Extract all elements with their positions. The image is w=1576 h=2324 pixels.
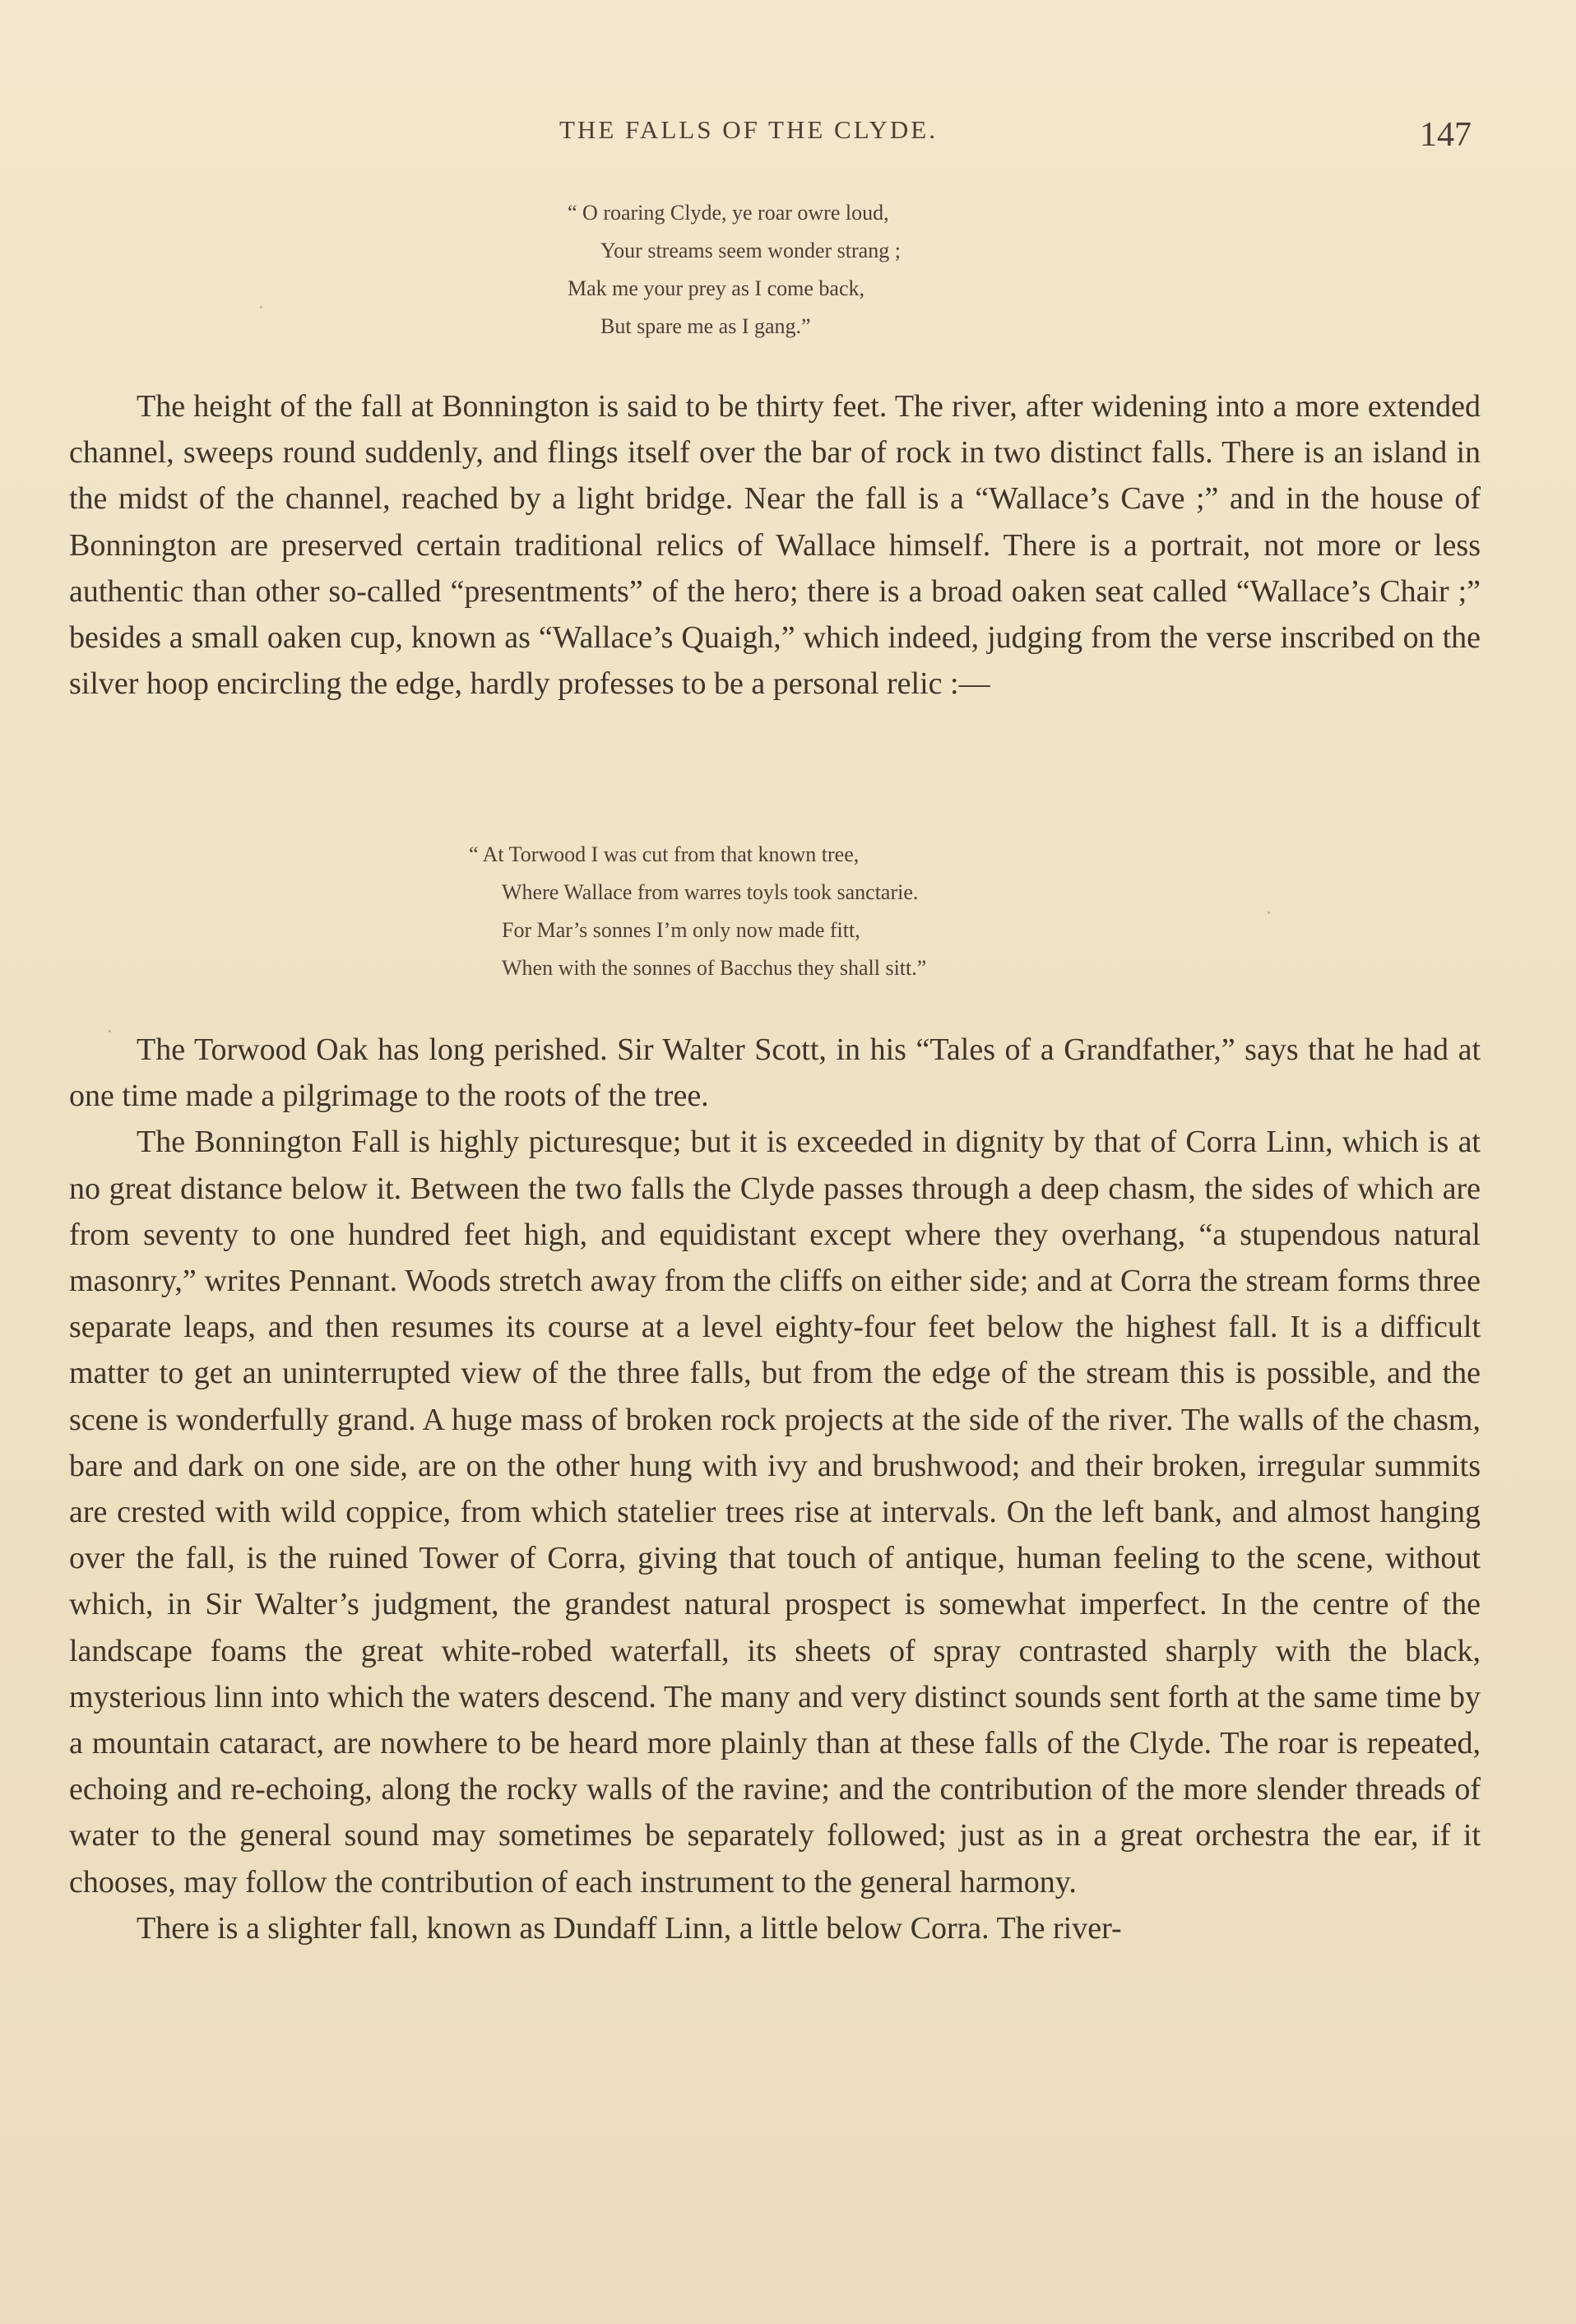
- verse-line: But spare me as I gang.”: [600, 314, 811, 338]
- verse-line: Where Wallace from warres toyls took sanctarie.: [502, 880, 919, 904]
- paragraph-bonnington-fall: The height of the fall at Bonnington is said to be thirty feet. The river, after widening into a more extended channel, sweeps round suddenly, and flings itself over the bar of rock in two distinct falls. There is an island in the midst of the channel, reached by a light bridge. Near the fall is a “Wallace’s Cave ;” and in the house of Bonnington are preserved certain traditional relics of Wallace himself. There is a portrait, not more or less authentic than other so-called “presentments” of the hero; there is a broad oaken seat called “Wallace’s Chair ;” besides a small oaken cup, known as “Wallace’s Quaigh,” which indeed, judging from the verse inscribed on the silver hoop encircling the edge, hardly professes to be a personal relic :—: [69, 389, 1481, 702]
- verse-line: “ At Torwood I was cut from that known tree,: [469, 842, 860, 866]
- paragraph-torwood-oak: The Torwood Oak has long perished. Sir Walter Scott, in his “Tales of a Grandfather,” says that he had at one time made a pilgrimage to the roots of the tree.: [69, 1032, 1481, 1114]
- body-text-block-one: [69, 383, 1481, 707]
- verse-quotation-torwood: [469, 836, 926, 987]
- paper-speck: [109, 1030, 111, 1032]
- page-number: 147: [1420, 116, 1472, 154]
- verse-line: For Mar’s sonnes I’m only now made fitt,: [502, 918, 860, 942]
- verse-quotation-clyde: [568, 194, 901, 346]
- paragraph-dundaff-linn: There is a slighter fall, known as Dundaff Linn, a little below Corra. The river-: [137, 1910, 1122, 1946]
- paper-speck: [260, 306, 262, 308]
- verse-line: When with the sonnes of Bacchus they shall sitt.”: [502, 956, 927, 980]
- verse-line: “ O roaring Clyde, ye roar owre loud,: [568, 201, 889, 225]
- body-text-block-two: [69, 1027, 1481, 1951]
- paragraph-corra-linn: The Bonnington Fall is highly picturesque; but it is exceeded in dignity by that of Corra Linn, which is at no great distance below it. Between the two falls the Clyde passes through a deep chasm, the sides of which are from seventy to one hundred feet high, and equidistant except where they overhang, “a stupendous natural masonry,” writes Pennant. Woods stretch away from the cliffs on either side; and at Corra the stream forms three separate leaps, and then resumes its course at a level eighty-four feet below the highest fall. It is a difficult matter to get an uninterrupted view of the three falls, but from the edge of the stream this is possible, and the scene is wonderfully grand. A huge mass of broken rock projects at the side of the river. The walls of the chasm, bare and dark on one side, are on the other hung with ivy and brushwood; and their broken, irregular summits are crested with wild coppice, from which statelier trees rise at intervals. On the left bank, and almost hanging over the fall, is the ruined Tower of Corra, giving that touch of antique, human feeling to the scene, without which, in Sir Walter’s judgment, the grandest natural prospect is somewhat imperfect. In the centre of the landscape foams the great white-robed waterfall, its sheets of spray contrasted sharply with the black, mysterious linn into which the waters descend. The many and very distinct sounds sent forth at the same time by a mountain cataract, are nowhere to be heard more plainly than at these falls of the Clyde. The roar is repeated, echoing and re-echoing, along the rocky walls of the ravine; and the contribution of the more slender threads of water to the general sound may sometimes be separately followed; just as in a great orchestra the ear, if it chooses, may follow the contribution of each instrument to the general harmony.: [69, 1125, 1481, 1900]
- verse-line: Your streams seem wonder strang ;: [600, 239, 901, 262]
- verse-line: Mak me your prey as I come back,: [568, 276, 864, 300]
- running-title: THE FALLS OF THE CLYDE.: [559, 115, 938, 144]
- paper-speck: [1268, 912, 1270, 914]
- page-header: [0, 115, 1576, 156]
